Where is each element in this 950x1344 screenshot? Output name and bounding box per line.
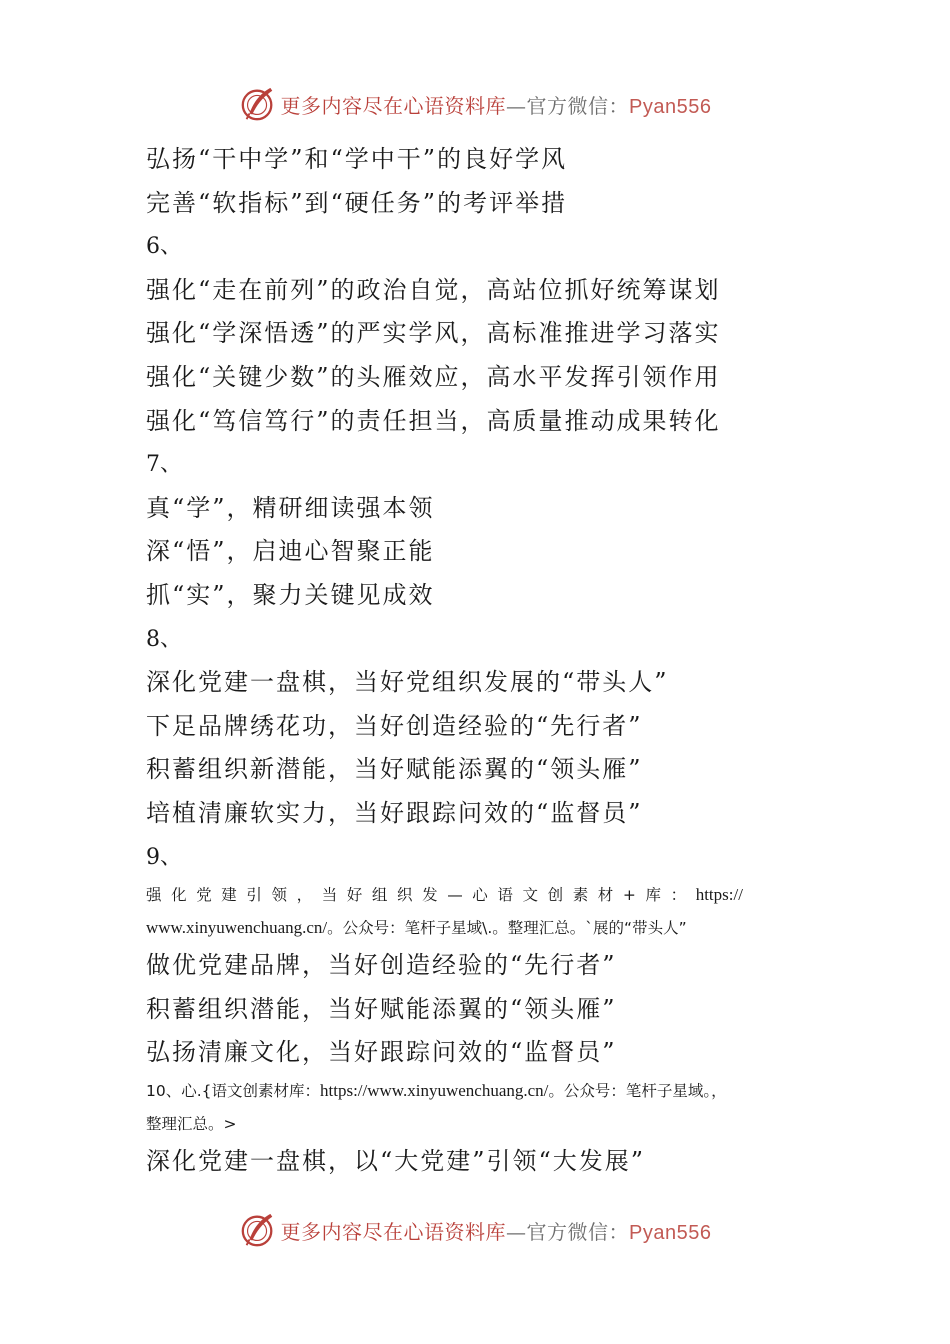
text-line: 强化“走在前列”的政治自觉，高站位抓好统筹谋划 — [146, 275, 721, 304]
section-number: 7、 — [146, 452, 182, 478]
section-number: 6、 — [146, 234, 182, 260]
text-line: 下足品牌绣花功，当好创造经验的“先行者” — [146, 711, 643, 740]
text-line: 积蓄组织新潜能，当好赋能添翼的“领头雁” — [146, 755, 643, 784]
text-line: 强化“笃信笃行”的责任担当，高质量推动成果转化 — [146, 406, 721, 435]
text-line: 弘扬清廉文化，当好跟踪问效的“监督员” — [146, 1038, 617, 1067]
text-line: 深化党建一盘棋，以“大党建”引领“大发展” — [146, 1147, 646, 1176]
watermark-header — [0, 82, 950, 126]
text-line: 深化党建一盘棋，当好党组织发展的“带头人” — [146, 668, 669, 697]
small-text-line: 10、心.{语文创素材库：https://www.xinyuwenchuang.cn/。公众号：笔杆子星域。， — [146, 1081, 727, 1101]
section-number: 9、 — [146, 844, 182, 870]
text-line: 深“悟”，启迪心智聚正能 — [146, 537, 435, 566]
text-line: 完善“软指标”到“硬任务”的考评举措 — [146, 188, 568, 217]
text-line: 强化“学深悟透”的严实学风，高标准推进学习落实 — [146, 319, 721, 348]
text-line: 真“学”，精研细读强本领 — [146, 493, 435, 522]
small-text-line: www.xinyuwenchuang.cn/。公众号：笔杆子星域\.。整理汇总。`展的“带头人” — [146, 917, 687, 937]
text-line: 抓“实”，聚力关键见成效 — [146, 580, 435, 609]
text-line: 做优党建品牌，当好创造经验的“先行者” — [146, 951, 617, 980]
section-number: 8、 — [146, 626, 182, 652]
watermark-footer — [0, 1208, 950, 1252]
text-line: 积蓄组织潜能，当好赋能添翼的“领头雁” — [146, 994, 617, 1023]
document-body — [146, 138, 826, 1184]
small-text-line: 整理汇总。> — [146, 1114, 237, 1133]
text-line: 培植清廉软实力，当好跟踪问效的“监督员” — [146, 798, 643, 827]
text-line: 强化“关键少数”的头雁效应，高水平发挥引领作用 — [146, 362, 721, 391]
text-line: 弘扬“干中学”和“学中干”的良好学风 — [146, 145, 568, 173]
watermark-text: 更多内容尽在心语资料库—官方微信：Pyan556 — [280, 93, 712, 118]
quill-logo-icon — [239, 1211, 277, 1249]
quill-logo-icon — [239, 85, 277, 123]
watermark-text: 更多内容尽在心语资料库—官方微信：Pyan556 — [280, 1219, 712, 1244]
small-text-line: 强化党建引领，当好组织发—心语文创素材+库：https:// — [146, 885, 743, 905]
